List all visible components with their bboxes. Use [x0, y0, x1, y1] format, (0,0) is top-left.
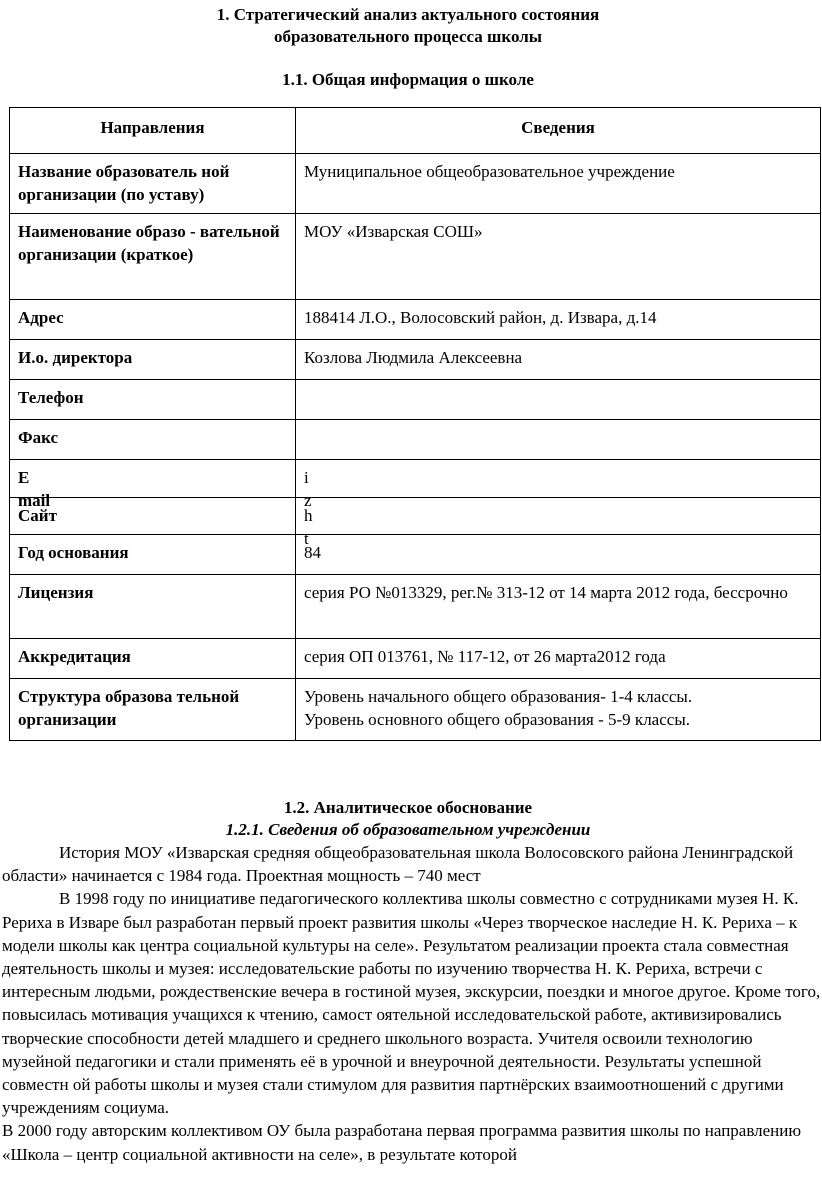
structure-line-primary: Уровень начального общего образования- 1-4 классы.: [304, 687, 693, 706]
row-value: [296, 420, 821, 460]
doc-title-line1: 1. Стратегический анализ актуального состояния: [216, 5, 600, 24]
column-header-directions: Направления: [10, 108, 296, 154]
row-value: 84: [296, 535, 821, 575]
row-label: Сайт: [10, 498, 296, 535]
table-row: [10, 535, 821, 575]
row-label: Телефон: [10, 380, 296, 420]
row-label: Лицензия: [10, 575, 296, 639]
table-row: [10, 380, 821, 420]
table-header-row: [10, 108, 821, 154]
row-label: Аккредитация: [10, 639, 296, 679]
email-label-text: E mail: [18, 468, 51, 510]
row-value: [296, 679, 821, 741]
paragraph: В 2000 году авторским коллективом ОУ была разработана первая программа развития школы по направлению «Школа – центр социальной активности на селе», в результате которой: [2, 1121, 802, 1164]
row-value: [296, 498, 821, 548]
table-row: [10, 420, 821, 460]
row-label: Название образователь ной организации (по уставу): [10, 154, 296, 214]
row-value: 188414 Л.О., Волосовский район, д. Извара, д.14: [296, 300, 821, 340]
table-row: [10, 460, 821, 498]
website-value-text: h t: [304, 506, 313, 548]
row-label: И.о. директора: [10, 340, 296, 380]
school-info-table: [9, 107, 821, 741]
paragraph: История МОУ «Изварская средняя общеобразовательная школа Волосовского района Ленинградской области» начинается с 1984 года. Проектная мощность – 740 мест: [2, 843, 794, 886]
row-value: Муниципальное общеобразовательное учреждение: [296, 154, 821, 214]
row-value: серия ОП 013761, № 117-12, от 26 марта2012 года: [296, 639, 821, 679]
row-value: [296, 460, 821, 510]
row-label: Структура образова тельной организации: [10, 679, 296, 741]
section-1-2-title: 1.2. Аналитическое обоснование: [283, 798, 533, 817]
row-value: серия РО №013329, рег.№ 313-12 от 14 марта 2012 года, бессрочно: [296, 575, 821, 639]
row-label: Год основания: [10, 535, 296, 575]
email-value-text: i z: [304, 468, 312, 510]
row-label: Наименование образо - вательной организации (краткое): [10, 214, 296, 300]
table-row: [10, 300, 821, 340]
paragraph: В 1998 году по инициативе педагогического коллектива школы совместно с сотрудниками музея Н. К. Рериха в Изваре был разработан первый проект развития школы «Через творческое наследие Н. К. Рериха – к модели школы как центра социальной культуры на селе». Результатом реализации проекта стала совместная деятельность школы и музея: исследовательские работы по изучению творчества Н. К. Рериха, встречи с интересным людьми, рождественские вечера в гостиной музея, экскурсии, поездки и многое другое. Кроме того, повысилась мотивация учащихся к чтению, самост оятельной исследовательской работе, активизировались творческие способности детей младшего и среднего школьного возраста. Учителя освоили технологию музейной педагогики и стали применять её в урочной и внеурочной деятельности. Результаты успешной совместн ой работы школы и музея стали стимулом для развития партнёрских взаимоотношений с другими учреждениям социума.: [2, 889, 821, 1118]
table-row: [10, 498, 821, 535]
body-text: [2, 841, 822, 1166]
row-label: Адрес: [10, 300, 296, 340]
structure-line-basic: Уровень основного общего образования - 5-9 классы.: [304, 710, 690, 729]
table-row: [10, 214, 821, 300]
table-row: [10, 639, 821, 679]
row-label: [10, 460, 296, 510]
column-header-details: Сведения: [296, 108, 821, 154]
row-value: МОУ «Изварская СОШ»: [296, 214, 821, 300]
table-row: [10, 575, 821, 639]
table-row: [10, 154, 821, 214]
table-row: [10, 340, 821, 380]
section-1-2-1-title: 1.2.1. Сведения об образовательном учреждении: [225, 820, 591, 839]
doc-title-line2: образовательного процесса школы: [273, 27, 543, 46]
row-value: [296, 380, 821, 420]
row-value: Козлова Людмила Алексеевна: [296, 340, 821, 380]
section-1-1-title: 1.1. Общая информация о школе: [282, 70, 534, 89]
row-label: Факс: [10, 420, 296, 460]
table-row: [10, 679, 821, 741]
